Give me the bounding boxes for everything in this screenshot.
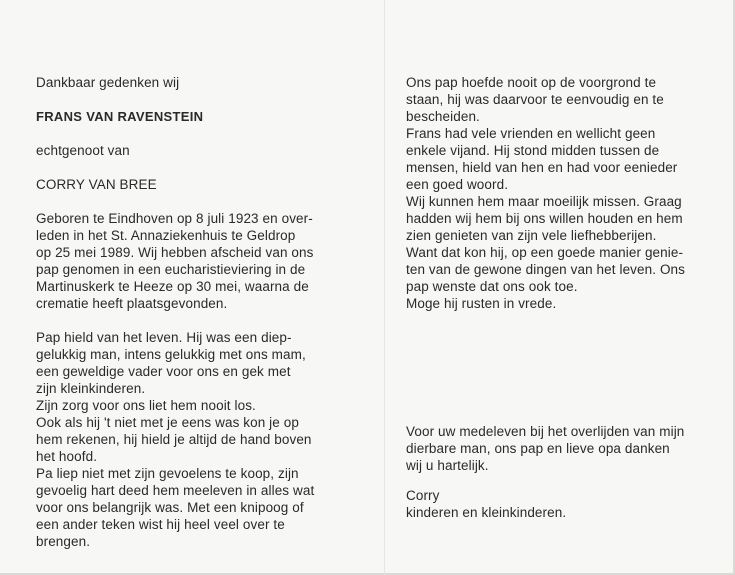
paragraph-line: staan, hij was daarvoor te eenvoudig en te: [406, 92, 664, 107]
paragraph-line: enkele vijand. Hij stond midden tussen de: [406, 143, 660, 158]
thanks-line: Voor uw medeleven bij het overlijden van mijn: [406, 424, 685, 439]
tribute-line: zijn kleinkinderen.: [36, 381, 146, 396]
paragraph-line: Wij kunnen hem maar moeilijk missen. Graag: [406, 194, 682, 209]
tribute-line: gevoelig hart deed hem meeleven in alles wat: [36, 483, 315, 498]
paragraph-line: bescheiden.: [406, 109, 480, 124]
paragraph-line: mensen, hield van hen en had voor eenieder: [406, 160, 678, 175]
bio-line: Martinuskerk te Heeze op 30 mei, waarna de: [36, 279, 309, 294]
card-fold: [384, 0, 385, 575]
tribute-line: brengen.: [36, 534, 91, 549]
paragraph-line: een goed woord.: [406, 177, 509, 192]
paragraph-line: pap wenste dat ons ook toe.: [406, 279, 578, 294]
deceased-name: FRANS VAN RAVENSTEIN: [36, 109, 204, 124]
bio-line: pap genomen in een eucharistieviering in de: [36, 262, 306, 277]
tribute-line: hem rekenen, hij hield je altijd de hand boven: [36, 432, 312, 447]
tribute-line: Zijn zorg voor ons liet hem nooit los.: [36, 398, 256, 413]
thanks-line: wij u hartelijk.: [406, 458, 489, 473]
tribute-line: een ander teken wist hij heel veel over te: [36, 517, 285, 532]
signature-name: Corry: [406, 488, 440, 503]
tribute-line: gelukkig man, intens gelukkig met ons mam,: [36, 347, 306, 362]
bio-line: crematie heeft plaatsgevonden.: [36, 296, 228, 311]
paragraph-line: Want dat kon hij, op een goede manier genie-: [406, 245, 684, 260]
tribute-line: Ook als hij 't niet met je eens was kon je op: [36, 415, 299, 430]
tribute-line: Pap hield van het leven. Hij was een diep-: [36, 330, 292, 345]
thanks-line: dierbare man, ons pap en lieve opa danken: [406, 441, 670, 456]
paragraph-line: hadden wij hem bij ons willen houden en hem: [406, 211, 683, 226]
spouse-name: CORRY VAN BREE: [36, 177, 157, 192]
signature-family: kinderen en kleinkinderen.: [406, 505, 567, 520]
prayer-text: Moge hij rusten in vrede.: [406, 296, 557, 311]
paragraph-line: zien genieten van zijn vele liefhebberijen.: [406, 228, 657, 243]
tribute-line: Pa liep niet met zijn gevoelens te koop, zijn: [36, 466, 299, 481]
spouse-label: echtgenoot van: [36, 143, 130, 158]
bio-line: op 25 mei 1989. Wij hebben afscheid van ons: [36, 245, 314, 260]
tribute-line: voor ons belangrijk was. Met een knipoog of: [36, 500, 304, 515]
intro-text: Dankbaar gedenken wij: [36, 75, 180, 90]
paragraph-line: Ons pap hoefde nooit op de voorgrond te: [406, 75, 657, 90]
paragraph-line: ten van de gewone dingen van het leven. Ons: [406, 262, 685, 277]
tribute-line: een geweldige vader voor ons en gek met: [36, 364, 291, 379]
paragraph-line: Frans had vele vrienden en wellicht geen: [406, 126, 656, 141]
bio-line: Geboren te Eindhoven op 8 juli 1923 en over-: [36, 211, 313, 226]
tribute-line: het hoofd.: [36, 449, 98, 464]
bio-line: leden in het St. Annaziekenhuis te Geldrop: [36, 228, 296, 243]
